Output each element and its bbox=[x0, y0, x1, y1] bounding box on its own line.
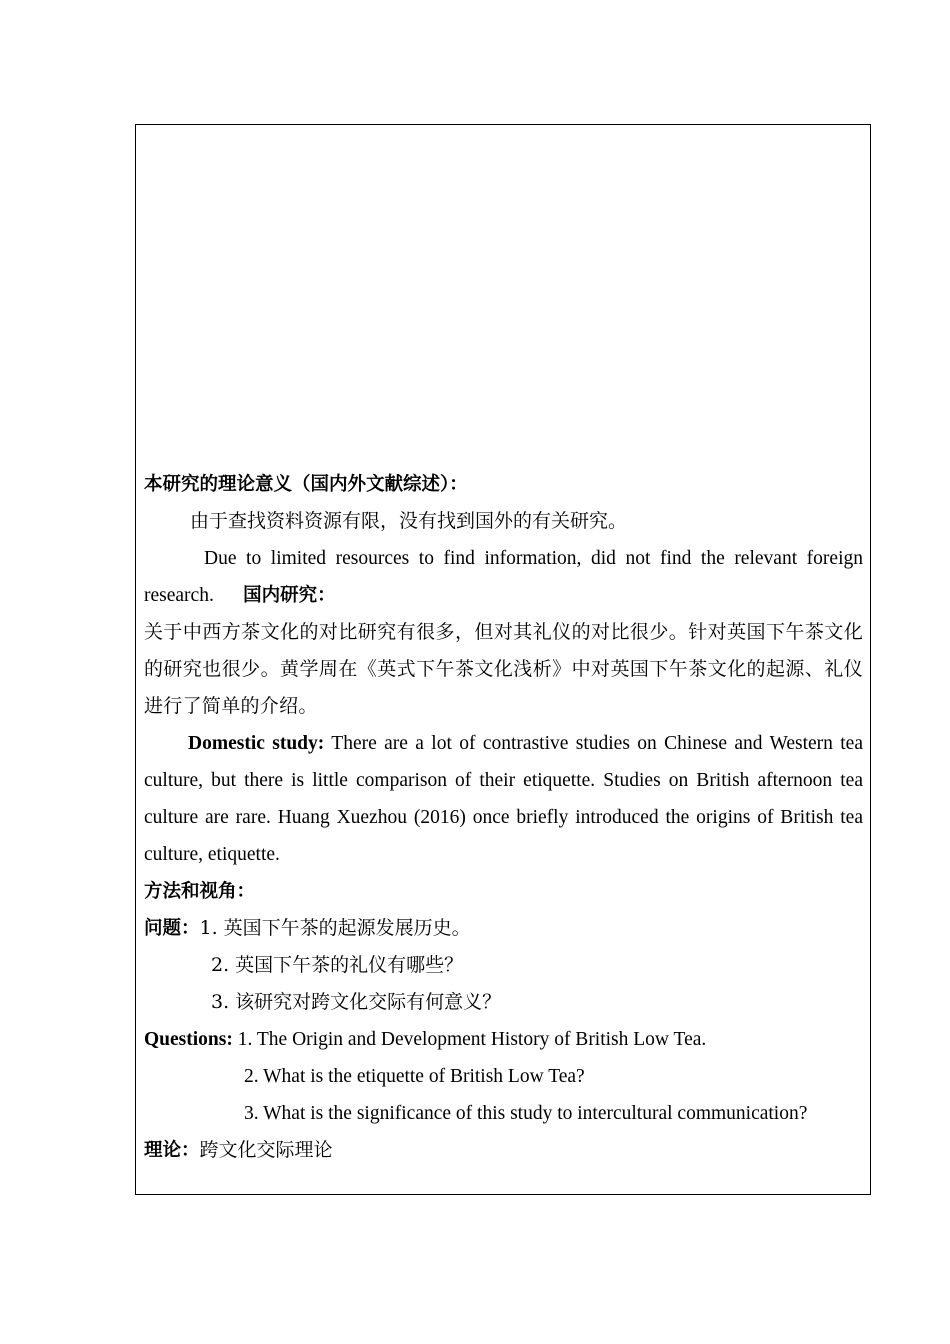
domestic-en-text: There are a lot of contrastive studies on Chinese and Western tea culture, but there is little comparison of their etiquette. Studies on British afternoon tea culture are rare. Huang Xuezhou (2016) once briefly introduced the origins of British tea culture, etiquette. bbox=[144, 733, 863, 865]
foreign-research-en bbox=[144, 540, 863, 614]
foreign-research-en-text: Due to limited resources to find information, did not find the relevant foreign research. bbox=[144, 548, 863, 606]
question-cn-3: 3. 该研究对跨文化交际有何意义？ bbox=[211, 991, 502, 1013]
domestic-research-en bbox=[144, 725, 863, 873]
question-en-3: 3. What is the significance of this study to intercultural communication? bbox=[244, 1103, 808, 1124]
theory-value: 跨文化交际理论 bbox=[199, 1139, 333, 1161]
questions-cn-label: 问题： bbox=[144, 918, 200, 939]
questions-en-label: Questions: bbox=[144, 1029, 233, 1050]
theory-line bbox=[144, 1132, 863, 1169]
theory-label: 理论： bbox=[144, 1140, 200, 1161]
domestic-en-label: Domestic study: bbox=[188, 733, 325, 754]
question-en-1 bbox=[144, 1021, 863, 1058]
domestic-research-cn: 关于中西方茶文化的对比研究有很多，但对其礼仪的对比很少。针对英国下午茶文化的研究也很少。黄学周在《英式下午茶文化浅析》中对英国下午茶文化的起源、礼仪进行了简单的介绍。 bbox=[144, 621, 863, 717]
domestic-heading: 国内研究： bbox=[243, 585, 336, 606]
foreign-research-cn: 由于查找资料资源有限，没有找到国外的有关研究。 bbox=[190, 510, 628, 532]
methods-heading: 方法和视角： bbox=[144, 881, 256, 902]
question-en-2: 2. What is the etiquette of British Low Tea? bbox=[244, 1066, 585, 1087]
question-cn-2: 2. 英国下午茶的礼仪有哪些？ bbox=[211, 954, 464, 976]
section-heading: 本研究的理论意义（国内外文献综述）： bbox=[144, 474, 468, 495]
question-en-1-text: 1. The Origin and Development History of British Low Tea. bbox=[237, 1029, 707, 1050]
literature-review-content bbox=[144, 466, 863, 1169]
question-cn-1-text: 1. 英国下午茶的起源发展历史。 bbox=[199, 917, 471, 939]
question-cn-1 bbox=[144, 910, 863, 947]
